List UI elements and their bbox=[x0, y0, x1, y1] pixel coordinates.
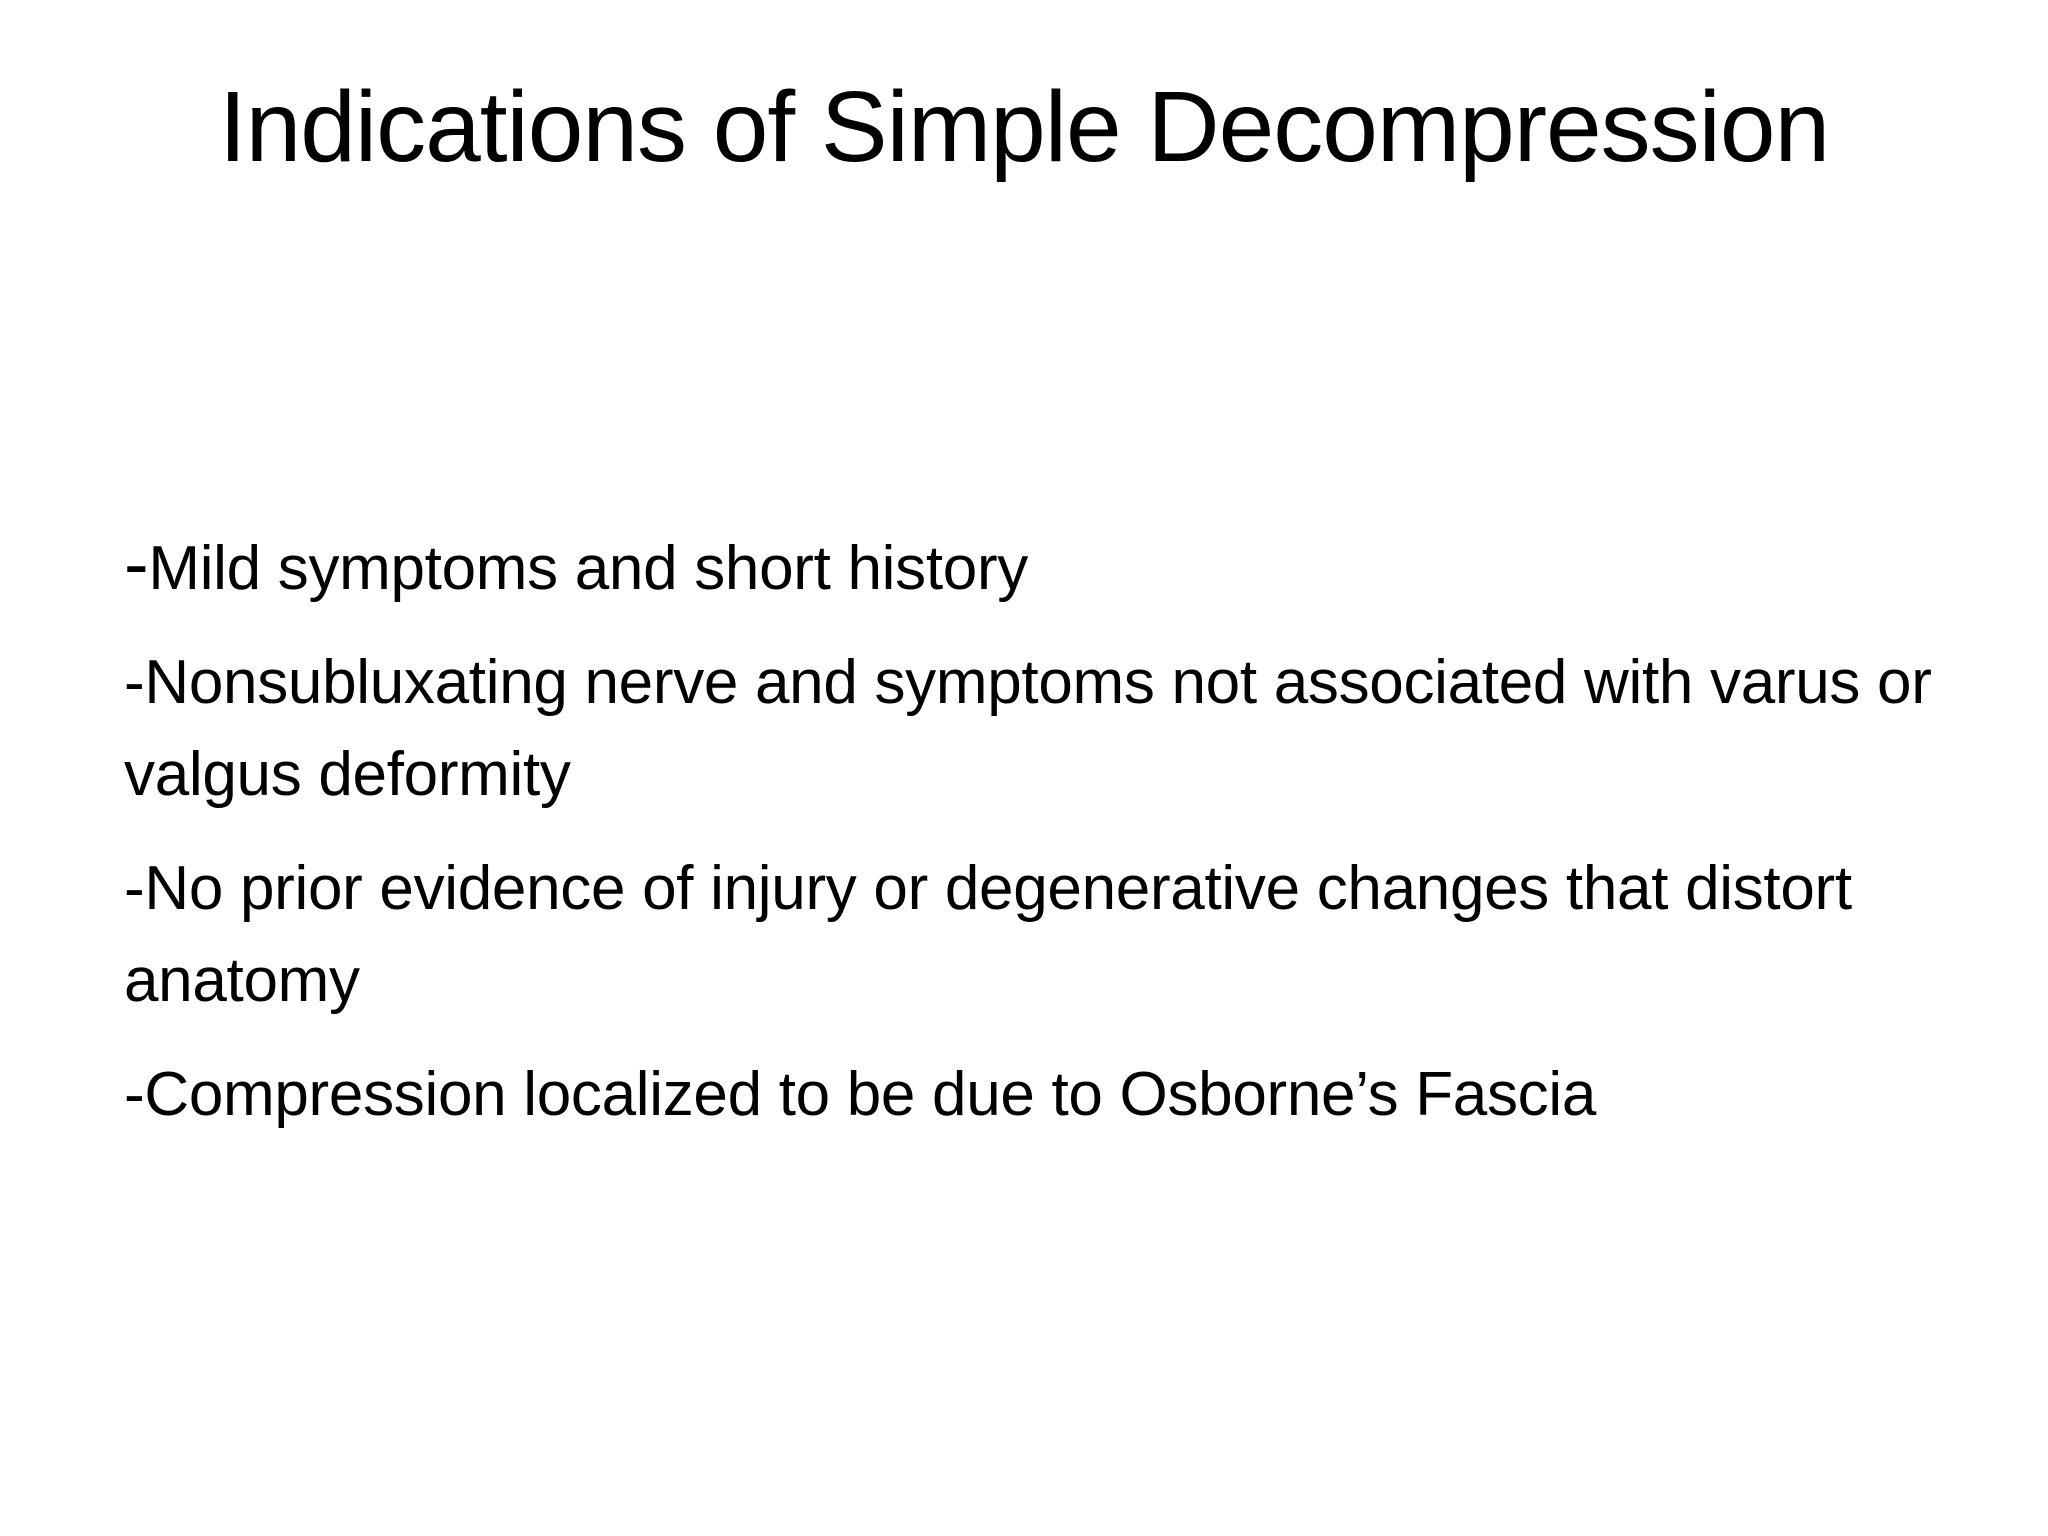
bullet-list bbox=[124, 518, 1984, 1163]
bullet-dash: - bbox=[124, 854, 145, 923]
bullet-item bbox=[124, 1049, 1984, 1141]
bullet-dash: - bbox=[124, 1060, 145, 1129]
bullet-dash: - bbox=[124, 648, 145, 717]
bullet-item bbox=[124, 518, 1984, 615]
bullet-dash: - bbox=[124, 522, 149, 605]
bullet-text: Compression localized to be due to Osborne’s Fascia bbox=[144, 1060, 1597, 1129]
bullet-text: Nonsubluxating nerve and symptoms not associated with varus or valgus deformity bbox=[124, 648, 1932, 809]
bullet-item bbox=[124, 843, 1984, 1027]
bullet-item bbox=[124, 637, 1984, 821]
bullet-text: Mild symptoms and short history bbox=[148, 534, 1028, 603]
slide-title: Indications of Simple Decompression bbox=[218, 71, 1830, 183]
bullet-text: No prior evidence of injury or degenerative changes that distort anatomy bbox=[124, 854, 1852, 1015]
